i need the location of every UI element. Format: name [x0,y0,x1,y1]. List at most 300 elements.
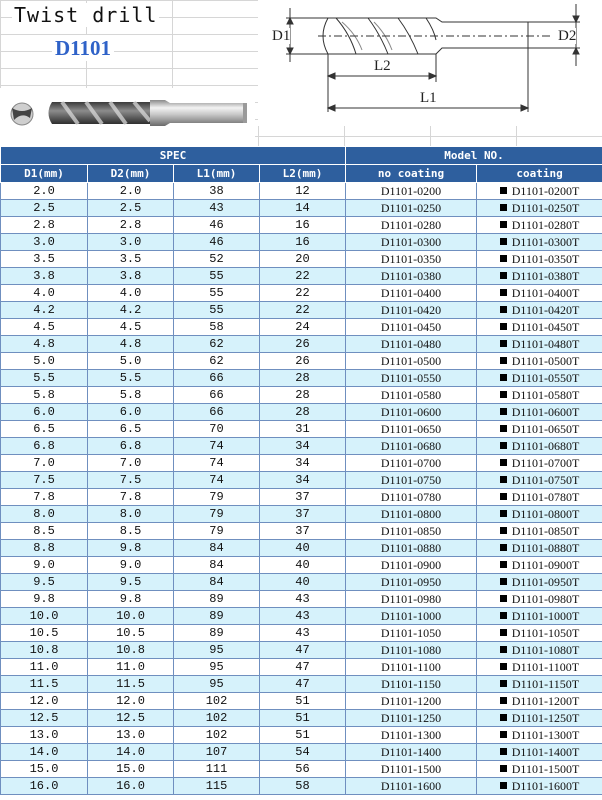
drill-photo-icon [0,88,255,146]
cell-d2: 9.0 [88,557,174,574]
cell-coating [477,455,602,472]
cell-d2: 10.0 [88,608,174,625]
coating-code: D1101-1600T [511,778,580,793]
cell-coating [477,710,602,727]
cell-d1: 2.5 [1,200,88,217]
cell-d2: 2.5 [88,200,174,217]
cell-l2: 47 [260,642,346,659]
cell-l1: 52 [174,251,260,268]
cell-coating [477,642,602,659]
cell-d1: 5.0 [1,353,88,370]
cell-no-coating: D1101-1100 [346,659,477,676]
cell-l2: 58 [260,778,346,795]
coating-square-icon [500,357,507,364]
coating-square-icon [500,561,507,568]
cell-d1: 13.0 [1,727,88,744]
cell-l2: 22 [260,302,346,319]
spec-header: SPEC [1,147,346,165]
coating-code: D1101-0600T [511,404,580,419]
coating-square-icon [500,782,507,789]
coating-square-icon [500,765,507,772]
cell-d2: 2.8 [88,217,174,234]
cell-d1: 10.5 [1,625,88,642]
coating-code: D1101-1050T [511,625,580,640]
cell-l2: 12 [260,183,346,200]
cell-coating [477,608,602,625]
coating-code: D1101-0880T [511,540,580,555]
coating-square-icon [500,663,507,670]
cell-l2: 22 [260,268,346,285]
cell-d2: 12.0 [88,693,174,710]
cell-l2: 47 [260,659,346,676]
cell-coating [477,693,602,710]
cell-no-coating: D1101-0880 [346,540,477,557]
cell-coating [477,727,602,744]
cell-no-coating: D1101-0500 [346,353,477,370]
cell-l1: 66 [174,387,260,404]
cell-l1: 70 [174,421,260,438]
cell-d2: 10.8 [88,642,174,659]
cell-coating [477,302,602,319]
coating-square-icon [500,612,507,619]
cell-d1: 9.8 [1,591,88,608]
cell-coating [477,472,602,489]
coating-code: D1101-0300T [511,234,580,249]
cell-no-coating: D1101-0900 [346,557,477,574]
coating-code: D1101-0980T [511,591,580,606]
cell-no-coating: D1101-0580 [346,387,477,404]
cell-coating [477,438,602,455]
table-row [1,217,602,234]
coating-code: D1101-0380T [511,268,580,283]
cell-d1: 14.0 [1,744,88,761]
cell-l2: 31 [260,421,346,438]
cell-d1: 5.8 [1,387,88,404]
cell-coating [477,421,602,438]
cell-l1: 66 [174,404,260,421]
cell-l2: 51 [260,710,346,727]
table-row [1,302,602,319]
cell-l2: 40 [260,540,346,557]
table-row [1,574,602,591]
cell-no-coating: D1101-0480 [346,336,477,353]
table-row [1,710,602,727]
cell-coating [477,574,602,591]
cell-d2: 9.8 [88,540,174,557]
cell-coating [477,404,602,421]
table-row [1,455,602,472]
coating-code: D1101-1100T [511,659,580,674]
coating-square-icon [500,493,507,500]
cell-l1: 74 [174,438,260,455]
cell-l2: 43 [260,608,346,625]
coating-square-icon [500,510,507,517]
cell-coating [477,183,602,200]
spec-table [0,146,602,795]
cell-no-coating: D1101-0950 [346,574,477,591]
cell-no-coating: D1101-0400 [346,285,477,302]
cell-l2: 24 [260,319,346,336]
table-row [1,727,602,744]
cell-l1: 84 [174,557,260,574]
cell-no-coating: D1101-1050 [346,625,477,642]
coating-code: D1101-0750T [511,472,580,487]
cell-no-coating: D1101-1150 [346,676,477,693]
cell-d2: 6.0 [88,404,174,421]
cell-no-coating: D1101-1250 [346,710,477,727]
table-row [1,761,602,778]
cell-l1: 115 [174,778,260,795]
column-header-coating: coating [477,165,602,183]
cell-d1: 15.0 [1,761,88,778]
coating-square-icon [500,289,507,296]
coating-code: D1101-0950T [511,574,580,589]
column-header-d1: D1(mm) [1,165,88,183]
cell-l1: 102 [174,710,260,727]
cell-l1: 79 [174,506,260,523]
coating-square-icon [500,595,507,602]
cell-no-coating: D1101-0350 [346,251,477,268]
cell-l1: 79 [174,523,260,540]
cell-l2: 16 [260,234,346,251]
cell-d1: 6.5 [1,421,88,438]
cell-no-coating: D1101-1300 [346,727,477,744]
cell-d1: 4.5 [1,319,88,336]
d1-label: D1 [272,28,291,44]
coating-square-icon [500,629,507,636]
table-row [1,693,602,710]
coating-code: D1101-0850T [511,523,580,538]
cell-l1: 95 [174,659,260,676]
table-row [1,421,602,438]
cell-d2: 10.5 [88,625,174,642]
coating-square-icon [500,578,507,585]
coating-code: D1101-0550T [511,370,580,385]
table-row [1,523,602,540]
cell-coating [477,778,602,795]
cell-l1: 74 [174,455,260,472]
cell-coating [477,200,602,217]
cell-l1: 84 [174,540,260,557]
drill-dimension-drawing [258,0,602,126]
cell-d1: 6.0 [1,404,88,421]
coating-square-icon [500,544,507,551]
table-row [1,336,602,353]
cell-d1: 8.5 [1,523,88,540]
cell-d2: 2.0 [88,183,174,200]
cell-no-coating: D1101-0300 [346,234,477,251]
cell-l1: 74 [174,472,260,489]
cell-d2: 3.5 [88,251,174,268]
cell-d1: 12.0 [1,693,88,710]
cell-d1: 2.8 [1,217,88,234]
coating-code: D1101-1250T [511,710,580,725]
table-row [1,200,602,217]
cell-d1: 4.2 [1,302,88,319]
cell-coating [477,268,602,285]
cell-d1: 7.8 [1,489,88,506]
cell-no-coating: D1101-1400 [346,744,477,761]
table-row [1,489,602,506]
coating-code: D1101-0200T [511,183,580,198]
table-row [1,778,602,795]
cell-d2: 7.0 [88,455,174,472]
coating-code: D1101-0450T [511,319,580,334]
cell-d2: 6.8 [88,438,174,455]
model-no-header: Model NO. [346,147,602,165]
cell-d2: 7.8 [88,489,174,506]
cell-l2: 14 [260,200,346,217]
cell-coating [477,659,602,676]
coating-square-icon [500,442,507,449]
coating-code: D1101-0420T [511,302,580,317]
cell-l2: 54 [260,744,346,761]
cell-l2: 28 [260,387,346,404]
cell-l1: 46 [174,234,260,251]
coating-code: D1101-1400T [511,744,580,759]
cell-d2: 4.8 [88,336,174,353]
coating-code: D1101-0400T [511,285,580,300]
cell-coating [477,761,602,778]
table-row [1,251,602,268]
cell-l1: 89 [174,591,260,608]
cell-l2: 51 [260,693,346,710]
l1-label: L1 [420,90,437,106]
cell-no-coating: D1101-1200 [346,693,477,710]
coating-code: D1101-0680T [511,438,580,453]
cell-d1: 7.0 [1,455,88,472]
cell-d2: 5.8 [88,387,174,404]
table-row [1,234,602,251]
cell-d1: 4.8 [1,336,88,353]
coating-code: D1101-1500T [511,761,580,776]
cell-l1: 58 [174,319,260,336]
table-row [1,387,602,404]
coating-square-icon [500,731,507,738]
cell-l1: 95 [174,642,260,659]
cell-l1: 102 [174,693,260,710]
cell-l1: 102 [174,727,260,744]
coating-code: D1101-1300T [511,727,580,742]
d2-label: D2 [558,28,577,44]
table-row [1,744,602,761]
cell-no-coating: D1101-0650 [346,421,477,438]
cell-coating [477,591,602,608]
cell-d2: 7.5 [88,472,174,489]
cell-no-coating: D1101-0600 [346,404,477,421]
cell-l2: 51 [260,727,346,744]
coating-code: D1101-0500T [511,353,580,368]
cell-no-coating: D1101-0380 [346,268,477,285]
cell-l1: 111 [174,761,260,778]
coating-square-icon [500,323,507,330]
cell-d1: 3.0 [1,234,88,251]
table-row [1,557,602,574]
cell-d2: 5.0 [88,353,174,370]
table-row [1,540,602,557]
cell-l1: 62 [174,353,260,370]
coating-square-icon [500,221,507,228]
table-row [1,506,602,523]
cell-l1: 66 [174,370,260,387]
coating-code: D1101-0480T [511,336,580,351]
cell-no-coating: D1101-0680 [346,438,477,455]
coating-code: D1101-0350T [511,251,580,266]
coating-square-icon [500,714,507,721]
cell-l2: 37 [260,489,346,506]
cell-l1: 55 [174,268,260,285]
coating-square-icon [500,408,507,415]
coating-code: D1101-0650T [511,421,580,436]
cell-l1: 46 [174,217,260,234]
cell-d1: 10.0 [1,608,88,625]
coating-square-icon [500,306,507,313]
cell-no-coating: D1101-0780 [346,489,477,506]
cell-d1: 9.5 [1,574,88,591]
cell-no-coating: D1101-0700 [346,455,477,472]
cell-no-coating: D1101-0800 [346,506,477,523]
cell-no-coating: D1101-1500 [346,761,477,778]
cell-d2: 16.0 [88,778,174,795]
coating-code: D1101-1150T [511,676,580,691]
cell-coating [477,676,602,693]
cell-d1: 10.8 [1,642,88,659]
cell-coating [477,540,602,557]
coating-code: D1101-1080T [511,642,580,657]
cell-d1: 11.0 [1,659,88,676]
cell-coating [477,285,602,302]
cell-l2: 34 [260,472,346,489]
coating-square-icon [500,425,507,432]
coating-code: D1101-0580T [511,387,580,402]
coating-code: D1101-0250T [511,200,580,215]
cell-no-coating: D1101-0280 [346,217,477,234]
cell-l2: 37 [260,506,346,523]
coating-square-icon [500,238,507,245]
cell-d2: 6.5 [88,421,174,438]
table-row [1,353,602,370]
table-group-header-row [1,147,602,165]
header-area [0,0,602,146]
cell-d1: 8.0 [1,506,88,523]
cell-l1: 89 [174,608,260,625]
cell-coating [477,251,602,268]
cell-coating [477,506,602,523]
cell-coating [477,387,602,404]
coating-square-icon [500,374,507,381]
cell-l1: 43 [174,200,260,217]
cell-coating [477,217,602,234]
column-header-no-coating: no coating [346,165,477,183]
coating-square-icon [500,476,507,483]
cell-no-coating: D1101-0850 [346,523,477,540]
cell-coating [477,744,602,761]
cell-no-coating: D1101-1600 [346,778,477,795]
cell-l1: 79 [174,489,260,506]
cell-l1: 38 [174,183,260,200]
cell-d2: 3.0 [88,234,174,251]
cell-l2: 40 [260,557,346,574]
cell-d1: 5.5 [1,370,88,387]
table-row [1,642,602,659]
cell-d2: 4.5 [88,319,174,336]
cell-d2: 14.0 [88,744,174,761]
cell-coating [477,557,602,574]
drill-cross-section-icon [11,103,33,125]
cell-l2: 37 [260,523,346,540]
cell-d2: 8.0 [88,506,174,523]
cell-l1: 84 [174,574,260,591]
coating-code: D1101-0780T [511,489,580,504]
coating-code: D1101-1200T [511,693,580,708]
cell-coating [477,336,602,353]
cell-no-coating: D1101-0980 [346,591,477,608]
table-column-header-row [1,165,602,183]
model-number: D1101 [52,35,114,61]
table-row [1,404,602,421]
cell-coating [477,234,602,251]
cell-d1: 3.5 [1,251,88,268]
cell-d2: 8.5 [88,523,174,540]
cell-d2: 15.0 [88,761,174,778]
cell-l2: 56 [260,761,346,778]
cell-l2: 43 [260,591,346,608]
cell-d2: 9.5 [88,574,174,591]
coating-code: D1101-0900T [511,557,580,572]
coating-square-icon [500,459,507,466]
cell-l2: 22 [260,285,346,302]
cell-d2: 4.2 [88,302,174,319]
cell-d1: 9.0 [1,557,88,574]
cell-d1: 7.5 [1,472,88,489]
coating-square-icon [500,527,507,534]
cell-l2: 26 [260,353,346,370]
cell-l2: 34 [260,438,346,455]
coating-square-icon [500,680,507,687]
cell-d1: 16.0 [1,778,88,795]
cell-l2: 40 [260,574,346,591]
coating-square-icon [500,204,507,211]
column-header-l2: L2(mm) [260,165,346,183]
cell-d1: 4.0 [1,285,88,302]
cell-l1: 55 [174,285,260,302]
cell-no-coating: D1101-0750 [346,472,477,489]
table-row [1,319,602,336]
table-row [1,591,602,608]
coating-code: D1101-1000T [511,608,580,623]
table-row [1,676,602,693]
coating-square-icon [500,187,507,194]
cell-no-coating: D1101-1080 [346,642,477,659]
cell-d2: 12.5 [88,710,174,727]
cell-coating [477,523,602,540]
cell-l1: 89 [174,625,260,642]
cell-l2: 43 [260,625,346,642]
cell-coating [477,370,602,387]
coating-square-icon [500,391,507,398]
l2-label: L2 [374,58,391,74]
table-row [1,472,602,489]
cell-d1: 11.5 [1,676,88,693]
coating-square-icon [500,272,507,279]
cell-d1: 8.8 [1,540,88,557]
cell-coating [477,489,602,506]
cell-no-coating: D1101-0450 [346,319,477,336]
column-header-d2: D2(mm) [88,165,174,183]
cell-d1: 3.8 [1,268,88,285]
cell-coating [477,625,602,642]
column-header-l1: L1(mm) [174,165,260,183]
